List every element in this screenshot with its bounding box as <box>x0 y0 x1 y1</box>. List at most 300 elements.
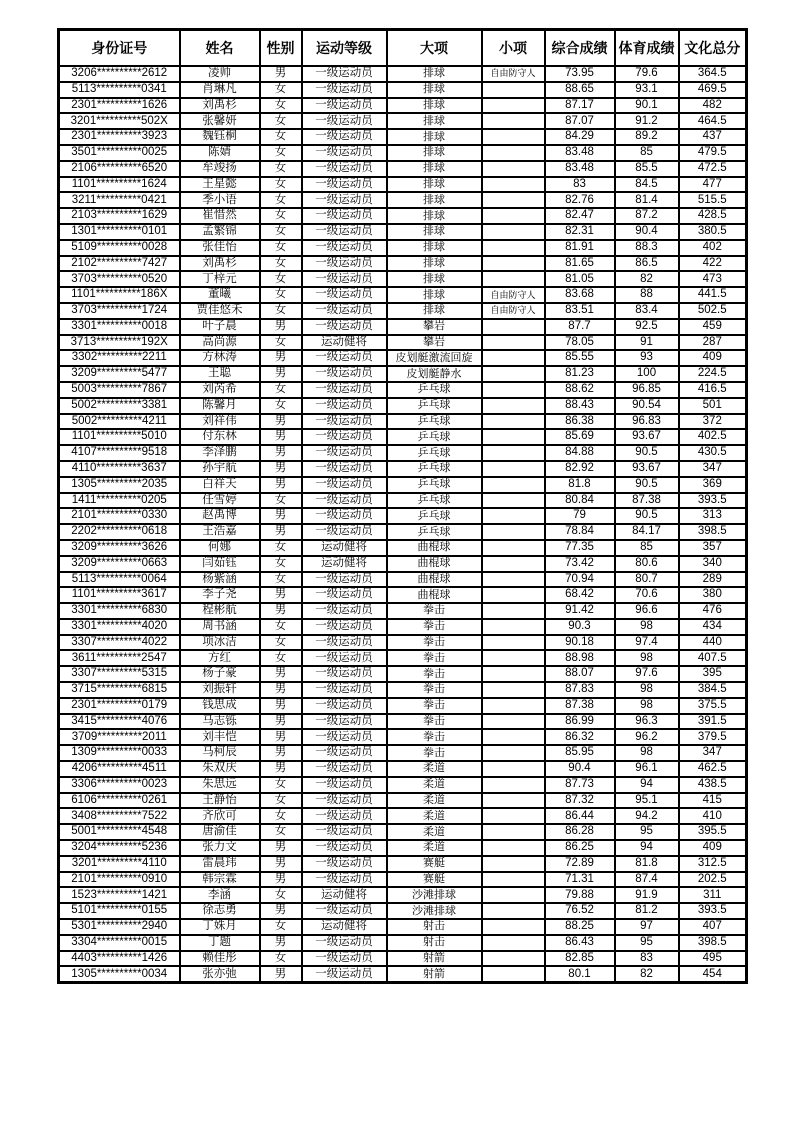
cell-sports-score: 86.5 <box>615 256 679 272</box>
cell-name: 张馨妍 <box>180 113 260 129</box>
cell-name: 张力文 <box>180 840 260 856</box>
cell-culture-total-score: 311 <box>679 887 747 903</box>
cell-sports-score: 97.6 <box>615 666 679 682</box>
cell-culture-total-score: 422 <box>679 256 747 272</box>
cell-sports-score: 95 <box>615 935 679 951</box>
cell-major-event: 拳击 <box>387 650 482 666</box>
cell-major-event: 乒乓球 <box>387 429 482 445</box>
cell-sports-score: 88 <box>615 287 679 303</box>
cell-athlete-level: 一级运动员 <box>302 935 387 951</box>
cell-minor-event: 自由防守人 <box>482 287 545 303</box>
cell-id-number: 3306**********0023 <box>59 777 180 793</box>
header-minor-event: 小项 <box>482 30 545 67</box>
cell-id-number: 3703**********0520 <box>59 271 180 287</box>
table-row <box>59 319 747 335</box>
table-row <box>59 524 747 540</box>
cell-athlete-level: 一级运动员 <box>302 966 387 982</box>
cell-sports-score: 80.7 <box>615 572 679 588</box>
table-row <box>59 729 747 745</box>
cell-comprehensive-score: 85.69 <box>545 429 615 445</box>
cell-comprehensive-score: 86.43 <box>545 935 615 951</box>
table-row <box>59 414 747 430</box>
cell-name: 付东林 <box>180 429 260 445</box>
cell-name: 方林涛 <box>180 350 260 366</box>
cell-minor-event <box>482 793 545 809</box>
cell-minor-event <box>482 919 545 935</box>
cell-comprehensive-score: 68.42 <box>545 587 615 603</box>
cell-major-event: 沙滩排球 <box>387 903 482 919</box>
table-row <box>59 903 747 919</box>
cell-minor-event <box>482 145 545 161</box>
cell-gender: 男 <box>260 872 302 888</box>
table-row <box>59 650 747 666</box>
cell-athlete-level: 一级运动员 <box>302 271 387 287</box>
cell-comprehensive-score: 76.52 <box>545 903 615 919</box>
cell-sports-score: 98 <box>615 619 679 635</box>
cell-athlete-level: 一级运动员 <box>302 793 387 809</box>
cell-culture-total-score: 312.5 <box>679 856 747 872</box>
cell-sports-score: 96.6 <box>615 603 679 619</box>
cell-gender: 女 <box>260 98 302 114</box>
cell-name: 项冰洁 <box>180 635 260 651</box>
cell-major-event: 排球 <box>387 113 482 129</box>
cell-major-event: 乒乓球 <box>387 508 482 524</box>
cell-culture-total-score: 375.5 <box>679 698 747 714</box>
table-row <box>59 303 747 319</box>
cell-gender: 女 <box>260 824 302 840</box>
cell-major-event: 拳击 <box>387 619 482 635</box>
cell-id-number: 3209**********3626 <box>59 540 180 556</box>
cell-culture-total-score: 393.5 <box>679 493 747 509</box>
cell-gender: 男 <box>260 508 302 524</box>
cell-minor-event <box>482 951 545 967</box>
header-athlete-level: 运动等级 <box>302 30 387 67</box>
cell-name: 马柯辰 <box>180 745 260 761</box>
cell-name: 唐渝佳 <box>180 824 260 840</box>
cell-culture-total-score: 313 <box>679 508 747 524</box>
cell-sports-score: 70.6 <box>615 587 679 603</box>
cell-comprehensive-score: 81.65 <box>545 256 615 272</box>
cell-culture-total-score: 428.5 <box>679 208 747 224</box>
cell-athlete-level: 一级运动员 <box>302 493 387 509</box>
cell-culture-total-score: 372 <box>679 414 747 430</box>
cell-athlete-level: 运动健将 <box>302 887 387 903</box>
table-row <box>59 856 747 872</box>
cell-minor-event <box>482 256 545 272</box>
cell-minor-event <box>482 271 545 287</box>
table-row <box>59 872 747 888</box>
cell-sports-score: 94 <box>615 840 679 856</box>
header-id-number: 身份证号 <box>59 30 180 67</box>
cell-minor-event <box>482 429 545 445</box>
cell-athlete-level: 一级运动员 <box>302 903 387 919</box>
table-row <box>59 919 747 935</box>
cell-athlete-level: 一级运动员 <box>302 414 387 430</box>
cell-culture-total-score: 202.5 <box>679 872 747 888</box>
cell-gender: 男 <box>260 603 302 619</box>
cell-minor-event <box>482 761 545 777</box>
cell-gender: 男 <box>260 903 302 919</box>
cell-athlete-level: 一级运动员 <box>302 872 387 888</box>
table-row <box>59 572 747 588</box>
cell-id-number: 3204**********5236 <box>59 840 180 856</box>
cell-name: 赵禹博 <box>180 508 260 524</box>
cell-name: 朱双庆 <box>180 761 260 777</box>
header-comprehensive-score: 综合成绩 <box>545 30 615 67</box>
cell-gender: 女 <box>260 808 302 824</box>
cell-name: 董曦 <box>180 287 260 303</box>
cell-culture-total-score: 454 <box>679 966 747 982</box>
cell-gender: 女 <box>260 240 302 256</box>
cell-gender: 男 <box>260 682 302 698</box>
cell-name: 叶子晨 <box>180 319 260 335</box>
cell-minor-event <box>482 966 545 982</box>
cell-minor-event <box>482 682 545 698</box>
cell-comprehensive-score: 87.73 <box>545 777 615 793</box>
cell-major-event: 排球 <box>387 145 482 161</box>
cell-athlete-level: 一级运动员 <box>302 192 387 208</box>
cell-name: 任雪婷 <box>180 493 260 509</box>
cell-sports-score: 95.1 <box>615 793 679 809</box>
cell-athlete-level: 一级运动员 <box>302 461 387 477</box>
table-row <box>59 714 747 730</box>
cell-athlete-level: 一级运动员 <box>302 319 387 335</box>
cell-comprehensive-score: 86.44 <box>545 808 615 824</box>
cell-culture-total-score: 416.5 <box>679 382 747 398</box>
cell-comprehensive-score: 80.84 <box>545 493 615 509</box>
cell-sports-score: 81.4 <box>615 192 679 208</box>
cell-minor-event <box>482 477 545 493</box>
cell-major-event: 排球 <box>387 129 482 145</box>
table-row <box>59 98 747 114</box>
table-row <box>59 556 747 572</box>
cell-name: 贾佳悠禾 <box>180 303 260 319</box>
cell-minor-event <box>482 208 545 224</box>
table-row <box>59 635 747 651</box>
cell-culture-total-score: 430.5 <box>679 445 747 461</box>
cell-athlete-level: 一级运动员 <box>302 824 387 840</box>
cell-culture-total-score: 482 <box>679 98 747 114</box>
cell-minor-event <box>482 808 545 824</box>
cell-major-event: 乒乓球 <box>387 461 482 477</box>
header-row <box>59 30 747 67</box>
cell-sports-score: 91.2 <box>615 113 679 129</box>
cell-athlete-level: 一级运动员 <box>302 303 387 319</box>
cell-minor-event <box>482 382 545 398</box>
cell-sports-score: 100 <box>615 366 679 382</box>
cell-gender: 男 <box>260 856 302 872</box>
cell-name: 凌帅 <box>180 66 260 82</box>
cell-sports-score: 83 <box>615 951 679 967</box>
cell-major-event: 拳击 <box>387 635 482 651</box>
cell-major-event: 曲棍球 <box>387 556 482 572</box>
cell-athlete-level: 一级运动员 <box>302 951 387 967</box>
cell-culture-total-score: 402.5 <box>679 429 747 445</box>
cell-id-number: 5001**********4548 <box>59 824 180 840</box>
cell-comprehensive-score: 86.25 <box>545 840 615 856</box>
cell-gender: 女 <box>260 619 302 635</box>
cell-id-number: 4206**********4511 <box>59 761 180 777</box>
cell-comprehensive-score: 73.95 <box>545 66 615 82</box>
cell-major-event: 拳击 <box>387 729 482 745</box>
cell-minor-event <box>482 872 545 888</box>
cell-comprehensive-score: 88.25 <box>545 919 615 935</box>
cell-major-event: 拳击 <box>387 666 482 682</box>
table-row <box>59 366 747 382</box>
cell-minor-event <box>482 524 545 540</box>
cell-name: 张佳怡 <box>180 240 260 256</box>
cell-athlete-level: 一级运动员 <box>302 240 387 256</box>
cell-comprehensive-score: 85.55 <box>545 350 615 366</box>
cell-id-number: 1101**********3617 <box>59 587 180 603</box>
cell-minor-event <box>482 540 545 556</box>
cell-minor-event <box>482 745 545 761</box>
cell-culture-total-score: 407 <box>679 919 747 935</box>
cell-comprehensive-score: 88.07 <box>545 666 615 682</box>
table-row <box>59 793 747 809</box>
table-row <box>59 935 747 951</box>
cell-minor-event <box>482 777 545 793</box>
cell-gender: 男 <box>260 414 302 430</box>
cell-name: 刘振轩 <box>180 682 260 698</box>
cell-name: 齐欣可 <box>180 808 260 824</box>
header-sports-score: 体育成绩 <box>615 30 679 67</box>
header-major-event: 大项 <box>387 30 482 67</box>
cell-sports-score: 82 <box>615 271 679 287</box>
cell-major-event: 拳击 <box>387 698 482 714</box>
table-row <box>59 287 747 303</box>
cell-comprehensive-score: 70.94 <box>545 572 615 588</box>
cell-athlete-level: 一级运动员 <box>302 508 387 524</box>
cell-id-number: 2301**********0179 <box>59 698 180 714</box>
cell-id-number: 3201**********4110 <box>59 856 180 872</box>
cell-name: 孟繁锦 <box>180 224 260 240</box>
cell-major-event: 排球 <box>387 98 482 114</box>
cell-gender: 男 <box>260 761 302 777</box>
cell-major-event: 曲棍球 <box>387 540 482 556</box>
cell-athlete-level: 运动健将 <box>302 556 387 572</box>
cell-sports-score: 96.1 <box>615 761 679 777</box>
cell-athlete-level: 一级运动员 <box>302 224 387 240</box>
cell-sports-score: 95 <box>615 824 679 840</box>
cell-culture-total-score: 402 <box>679 240 747 256</box>
cell-id-number: 2101**********0330 <box>59 508 180 524</box>
cell-id-number: 3709**********2011 <box>59 729 180 745</box>
cell-gender: 男 <box>260 714 302 730</box>
cell-id-number: 3611**********2547 <box>59 650 180 666</box>
cell-gender: 男 <box>260 729 302 745</box>
table-row <box>59 429 747 445</box>
cell-sports-score: 87.2 <box>615 208 679 224</box>
cell-sports-score: 80.6 <box>615 556 679 572</box>
cell-minor-event <box>482 840 545 856</box>
cell-sports-score: 89.2 <box>615 129 679 145</box>
cell-minor-event <box>482 635 545 651</box>
cell-minor-event <box>482 177 545 193</box>
cell-name: 王星懿 <box>180 177 260 193</box>
cell-name: 崔惜然 <box>180 208 260 224</box>
cell-culture-total-score: 289 <box>679 572 747 588</box>
table-row <box>59 745 747 761</box>
cell-major-event: 赛艇 <box>387 872 482 888</box>
cell-comprehensive-score: 84.88 <box>545 445 615 461</box>
cell-major-event: 乒乓球 <box>387 493 482 509</box>
cell-culture-total-score: 476 <box>679 603 747 619</box>
cell-major-event: 排球 <box>387 208 482 224</box>
cell-major-event: 乒乓球 <box>387 445 482 461</box>
cell-major-event: 排球 <box>387 161 482 177</box>
cell-culture-total-score: 340 <box>679 556 747 572</box>
cell-athlete-level: 一级运动员 <box>302 840 387 856</box>
cell-culture-total-score: 434 <box>679 619 747 635</box>
cell-comprehensive-score: 87.07 <box>545 113 615 129</box>
cell-id-number: 3201**********502X <box>59 113 180 129</box>
cell-athlete-level: 一级运动员 <box>302 429 387 445</box>
cell-minor-event <box>482 603 545 619</box>
cell-gender: 男 <box>260 840 302 856</box>
cell-gender: 男 <box>260 429 302 445</box>
cell-culture-total-score: 393.5 <box>679 903 747 919</box>
cell-id-number: 2103**********1629 <box>59 208 180 224</box>
table-row <box>59 177 747 193</box>
cell-id-number: 5113**********0064 <box>59 572 180 588</box>
cell-major-event: 排球 <box>387 256 482 272</box>
table-row <box>59 398 747 414</box>
table-row <box>59 82 747 98</box>
cell-culture-total-score: 398.5 <box>679 524 747 540</box>
cell-comprehensive-score: 82.76 <box>545 192 615 208</box>
cell-sports-score: 90.5 <box>615 508 679 524</box>
table-row <box>59 666 747 682</box>
cell-name: 周书涵 <box>180 619 260 635</box>
cell-gender: 男 <box>260 698 302 714</box>
table-body <box>59 66 747 983</box>
cell-comprehensive-score: 82.92 <box>545 461 615 477</box>
cell-athlete-level: 一级运动员 <box>302 619 387 635</box>
cell-comprehensive-score: 86.99 <box>545 714 615 730</box>
cell-name: 高尚源 <box>180 335 260 351</box>
cell-sports-score: 98 <box>615 650 679 666</box>
cell-culture-total-score: 415 <box>679 793 747 809</box>
cell-name: 魏钰桐 <box>180 129 260 145</box>
cell-id-number: 3408**********7522 <box>59 808 180 824</box>
cell-major-event: 排球 <box>387 82 482 98</box>
cell-sports-score: 93 <box>615 350 679 366</box>
cell-comprehensive-score: 83.51 <box>545 303 615 319</box>
cell-athlete-level: 运动健将 <box>302 335 387 351</box>
cell-sports-score: 96.85 <box>615 382 679 398</box>
cell-minor-event <box>482 903 545 919</box>
cell-minor-event <box>482 319 545 335</box>
cell-athlete-level: 一级运动员 <box>302 477 387 493</box>
cell-major-event: 沙滩排球 <box>387 887 482 903</box>
cell-id-number: 3206**********2612 <box>59 66 180 82</box>
cell-gender: 女 <box>260 192 302 208</box>
cell-major-event: 乒乓球 <box>387 524 482 540</box>
cell-id-number: 3211**********0421 <box>59 192 180 208</box>
cell-gender: 男 <box>260 66 302 82</box>
cell-comprehensive-score: 88.98 <box>545 650 615 666</box>
table-row <box>59 271 747 287</box>
cell-major-event: 拳击 <box>387 603 482 619</box>
cell-comprehensive-score: 91.42 <box>545 603 615 619</box>
cell-athlete-level: 一级运动员 <box>302 98 387 114</box>
cell-sports-score: 90.54 <box>615 398 679 414</box>
cell-sports-score: 91.9 <box>615 887 679 903</box>
cell-athlete-level: 一级运动员 <box>302 82 387 98</box>
cell-sports-score: 83.4 <box>615 303 679 319</box>
cell-name: 李涵 <box>180 887 260 903</box>
cell-comprehensive-score: 88.62 <box>545 382 615 398</box>
cell-minor-event: 自由防守人 <box>482 66 545 82</box>
cell-comprehensive-score: 83.68 <box>545 287 615 303</box>
table-row <box>59 540 747 556</box>
cell-name: 徐志勇 <box>180 903 260 919</box>
table-row <box>59 335 747 351</box>
cell-athlete-level: 运动健将 <box>302 540 387 556</box>
cell-culture-total-score: 501 <box>679 398 747 414</box>
cell-name: 刘禹杉 <box>180 256 260 272</box>
cell-athlete-level: 一级运动员 <box>302 398 387 414</box>
cell-athlete-level: 一级运动员 <box>302 161 387 177</box>
cell-gender: 女 <box>260 161 302 177</box>
cell-athlete-level: 一级运动员 <box>302 287 387 303</box>
cell-sports-score: 85 <box>615 145 679 161</box>
cell-sports-score: 93.67 <box>615 429 679 445</box>
cell-id-number: 4403**********1426 <box>59 951 180 967</box>
cell-sports-score: 85.5 <box>615 161 679 177</box>
cell-athlete-level: 一级运动员 <box>302 145 387 161</box>
cell-culture-total-score: 473 <box>679 271 747 287</box>
cell-name: 张亦弛 <box>180 966 260 982</box>
table-row <box>59 208 747 224</box>
cell-name: 陈馨月 <box>180 398 260 414</box>
cell-sports-score: 93.1 <box>615 82 679 98</box>
cell-comprehensive-score: 77.35 <box>545 540 615 556</box>
cell-name: 朱思远 <box>180 777 260 793</box>
cell-comprehensive-score: 82.31 <box>545 224 615 240</box>
cell-major-event: 皮划艇激流回旋 <box>387 350 482 366</box>
cell-gender: 女 <box>260 493 302 509</box>
cell-major-event: 排球 <box>387 177 482 193</box>
cell-comprehensive-score: 88.43 <box>545 398 615 414</box>
table-row <box>59 840 747 856</box>
cell-sports-score: 98 <box>615 698 679 714</box>
table-row <box>59 477 747 493</box>
cell-comprehensive-score: 86.32 <box>545 729 615 745</box>
cell-name: 赖佳彤 <box>180 951 260 967</box>
cell-culture-total-score: 437 <box>679 129 747 145</box>
table-row <box>59 966 747 982</box>
cell-athlete-level: 一级运动员 <box>302 572 387 588</box>
table-row <box>59 808 747 824</box>
cell-athlete-level: 一级运动员 <box>302 445 387 461</box>
cell-culture-total-score: 459 <box>679 319 747 335</box>
table-header <box>59 30 747 67</box>
cell-comprehensive-score: 86.28 <box>545 824 615 840</box>
cell-major-event: 排球 <box>387 224 482 240</box>
cell-major-event: 拳击 <box>387 745 482 761</box>
cell-major-event: 射击 <box>387 935 482 951</box>
cell-culture-total-score: 464.5 <box>679 113 747 129</box>
cell-id-number: 3304**********0015 <box>59 935 180 951</box>
cell-gender: 女 <box>260 113 302 129</box>
cell-name: 杨紫涵 <box>180 572 260 588</box>
cell-minor-event <box>482 887 545 903</box>
cell-culture-total-score: 441.5 <box>679 287 747 303</box>
table-row <box>59 887 747 903</box>
cell-sports-score: 96.2 <box>615 729 679 745</box>
